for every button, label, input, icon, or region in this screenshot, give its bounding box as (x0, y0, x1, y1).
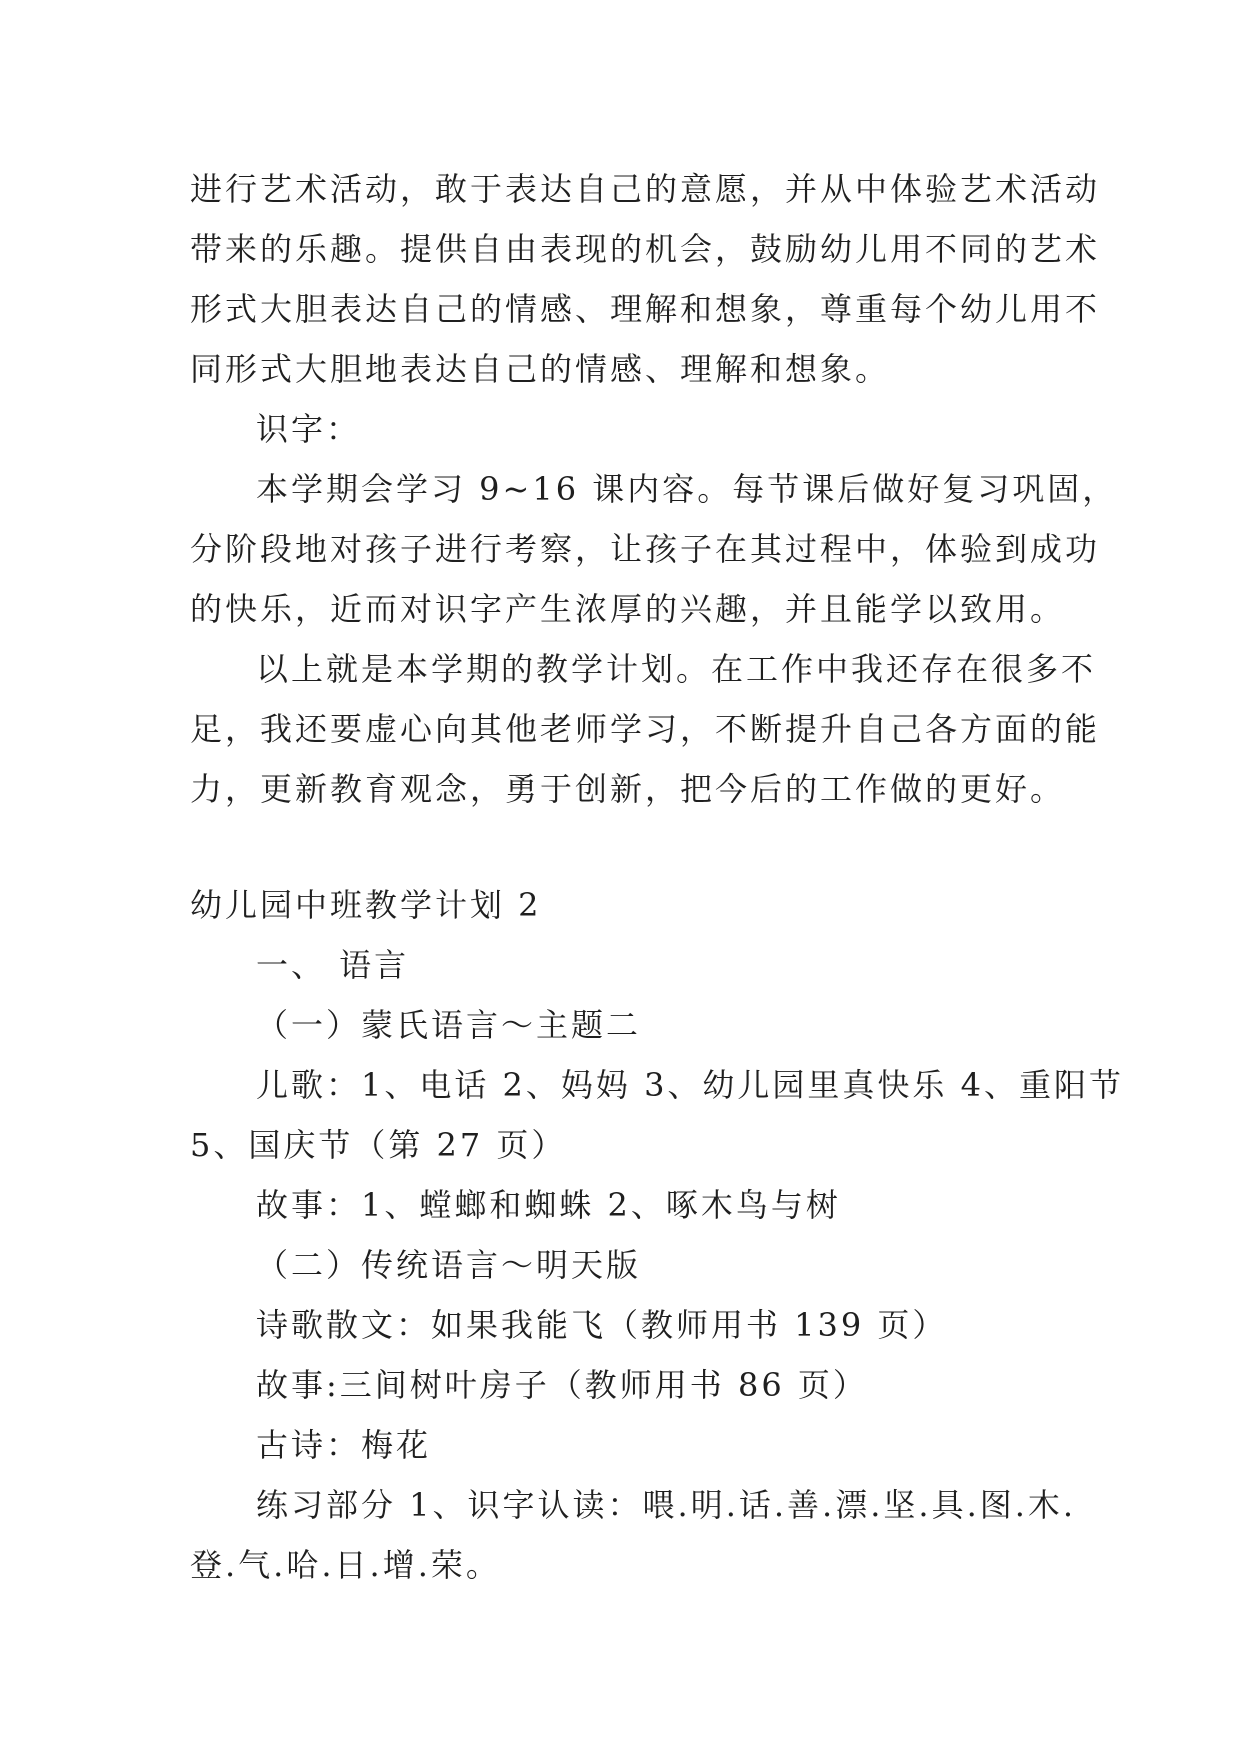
stories-line: 故事：1、螳螂和蜘蛛 2、啄木鸟与树 (256, 1186, 841, 1224)
songs-line-2: 5、国庆节（第 27 页） (190, 1126, 567, 1164)
songs-line-1: 儿歌：1、电话 2、妈妈 3、幼儿园里真快乐 4、重阳节 (256, 1066, 1124, 1104)
art-paragraph-line-2: 带来的乐趣。提供自由表现的机会，鼓励幼儿用不同的艺术 (190, 230, 1101, 268)
literacy-heading: 识字： (256, 410, 362, 448)
conclusion-paragraph-line-2: 足，我还要虚心向其他老师学习，不断提升自己各方面的能 (190, 710, 1101, 748)
literacy-paragraph-line-1: 本学期会学习 9~16 课内容。每节课后做好复习巩固， (256, 470, 1118, 508)
art-paragraph-line-1: 进行艺术活动，敢于表达自己的意愿，并从中体验艺术活动 (190, 170, 1101, 208)
practice-line-2: 登.气.哈.日.增.荣。 (190, 1546, 501, 1584)
story-line: 故事:三间树叶房子（教师用书 86 页） (256, 1366, 868, 1404)
art-paragraph-line-4: 同形式大胆地表达自己的情感、理解和想象。 (190, 350, 891, 388)
traditional-language-subheading: （二）传统语言～明天版 (256, 1246, 642, 1284)
literacy-paragraph-line-3: 的快乐，近而对识字产生浓厚的兴趣，并且能学以致用。 (190, 590, 1066, 628)
montessori-language-subheading: （一）蒙氏语言～主题二 (256, 1006, 642, 1044)
art-paragraph-line-3: 形式大胆表达自己的情感、理解和想象，尊重每个幼儿用不 (190, 290, 1101, 328)
section-gap (190, 819, 1060, 875)
practice-line-1: 练习部分 1、识字认读：喂.明.话.善.漂.坚.具.图.木. (256, 1486, 1077, 1524)
conclusion-paragraph-line-3: 力，更新教育观念，勇于创新，把今后的工作做的更好。 (190, 770, 1066, 808)
literacy-paragraph-line-2: 分阶段地对孩子进行考察，让孩子在其过程中，体验到成功 (190, 530, 1101, 568)
poetry-line: 诗歌散文：如果我能飞（教师用书 139 页） (256, 1306, 948, 1344)
section-title: 幼儿园中班教学计划 2 (190, 886, 542, 924)
conclusion-paragraph-line-1: 以上就是本学期的教学计划。在工作中我还存在很多不 (256, 650, 1097, 688)
ancient-poem-line: 古诗：梅花 (256, 1426, 432, 1464)
document-body (190, 159, 1124, 1595)
language-heading: 一、 语言 (256, 946, 410, 984)
